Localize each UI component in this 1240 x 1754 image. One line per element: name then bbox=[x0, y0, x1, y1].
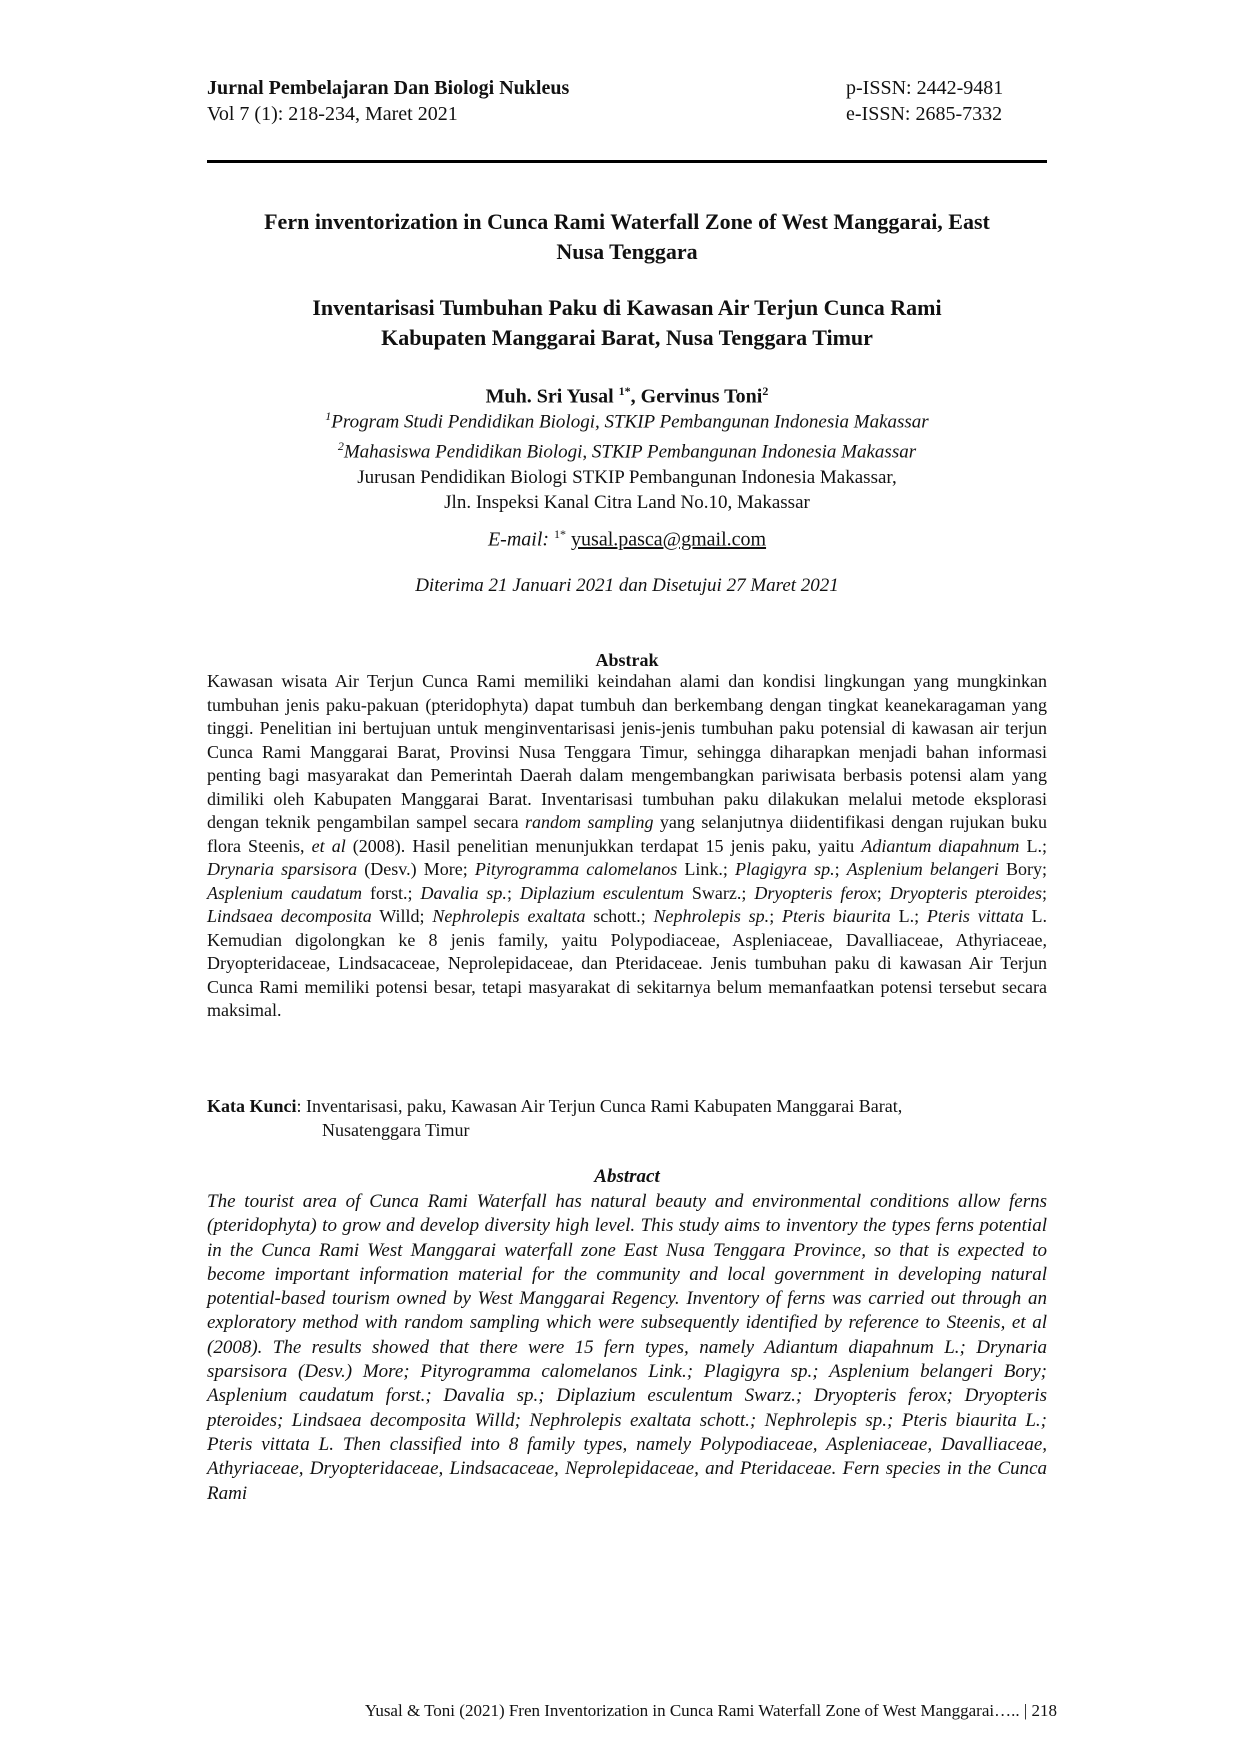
species-name: Asplenium belangeri bbox=[846, 859, 999, 879]
species-author: ; bbox=[769, 906, 782, 926]
species-author: forst.; bbox=[361, 882, 421, 903]
species-name: Pteris biaurita bbox=[782, 906, 891, 926]
keywords-label: Kata Kunci bbox=[207, 1096, 297, 1116]
title-indonesian-line2: Kabupaten Manggarai Barat, Nusa Tenggara Timur bbox=[381, 325, 873, 350]
abstract-body: The tourist area of Cunca Rami Waterfall has natural beauty and environmental conditions allow ferns (pteridophyta) to grow and develop diversity high level. This study aims to inventory the types ferns potential in the Cunca Rami West Manggarai waterfall zone East Nusa Tenggara Province, so that is expected to become important information material for the community and local government in developing natural potential-based tourism owned by West Manggarai Regency. Inventory of ferns was carried out through an exploratory method with random sampling which were subsequently identified by reference to Steenis, et al (2008). The results showed that there were 15 fern types, namely Adiantum diapahnum L.; Drynaria sparsisora (Desv.) More; Pityrogramma calomelanos Link.; Plagigyra sp.; Asplenium belangeri Bory; Asplenium caudatum forst.; Davalia sp.; Diplazium esculentum Swarz.; Dryopteris ferox; Dryopteris pteroides; Lindsaea decomposita Willd; Nephrolepis exaltata schott.; Nephrolepis sp.; Pteris biaurita L.; Pteris vittata L. Then classified into 8 family types, namely Polypodiaceae, Aspleniaceae, Davalliaceae, Athyriaceae, Dryopteridaceae, Lindsacaceae, Neprolepidaceae, and Pteridaceae. Fern species in the Cunca Rami bbox=[207, 1191, 1047, 1504]
affiliation-2-text: Mahasiswa Pendidikan Biologi, STKIP Pembangunan Indonesia Makassar bbox=[343, 441, 917, 463]
author-2: Gervinus Toni bbox=[640, 385, 763, 408]
page-footer: Yusal & Toni (2021) Fren Inventorization in Cunca Rami Waterfall Zone of West Manggarai….. | 218 bbox=[364, 1701, 1057, 1720]
running-header-left bbox=[207, 75, 569, 127]
abstract-heading: Abstract bbox=[594, 1166, 660, 1187]
title-english-line1: Fern inventorization in Cunca Rami Waterfall Zone of West Manggarai, East bbox=[264, 209, 990, 234]
species-name: Lindsaea decomposita bbox=[207, 906, 372, 926]
species-name: Dryopteris ferox bbox=[754, 882, 877, 903]
species-author: (Desv.) More; bbox=[357, 859, 475, 879]
species-author: Willd; bbox=[371, 906, 433, 926]
affiliation-2-marker: 2 bbox=[337, 439, 344, 454]
affiliation-1-text: Program Studi Pendidikan Biologi, STKIP Pembangunan Indonesia Makassar bbox=[331, 411, 929, 433]
species-author: L.; bbox=[890, 906, 927, 926]
volume-info: Vol 7 (1): 218-234, Maret 2021 bbox=[207, 103, 458, 125]
species-name: Plagigyra sp. bbox=[735, 859, 835, 879]
species-author: schott.; bbox=[585, 906, 654, 926]
affiliation-1 bbox=[207, 404, 1047, 434]
title-english bbox=[207, 207, 1047, 267]
abstrak-text-end: L. Kemudian digolongkan ke 8 jenis family, yaitu Polypodiaceae, Aspleniaceae, Davalliaceae, Athyriaceae, Dryopteridaceae, Lindsacaceae, Neprolepidaceae, dan Pteridaceae. Jenis tumbuhan paku di kawasan Air Terjun Cunca Rami memiliki potensi besar, tetapi masyarakat di sekitarnya belum memanfaatkan potensi tersebut secara maksimal. bbox=[207, 906, 1047, 1020]
abstrak-heading: Abstrak bbox=[595, 650, 659, 670]
email-marker: 1* bbox=[554, 527, 567, 541]
species-author: ; bbox=[876, 882, 890, 903]
species-name: Drynaria sparsisora bbox=[207, 859, 358, 879]
title-english-line2: Nusa Tenggara bbox=[556, 239, 698, 264]
keywords bbox=[207, 1094, 1047, 1142]
species-name: Pteris vittata bbox=[926, 906, 1024, 926]
affiliation-1-marker: 1 bbox=[325, 409, 332, 423]
author-2-marker: 2 bbox=[762, 384, 769, 398]
title-indonesian-line1: Inventarisasi Tumbuhan Paku di Kawasan Air Terjun Cunca Rami bbox=[312, 295, 942, 320]
running-header-right bbox=[846, 75, 1003, 127]
email-line bbox=[207, 521, 1047, 553]
p-issn: p-ISSN: 2442-9481 bbox=[846, 77, 1004, 99]
email-label: E-mail: bbox=[487, 528, 550, 551]
species-author: ; bbox=[834, 859, 847, 879]
species-name: Davalia sp. bbox=[420, 882, 507, 903]
species-author: L.; bbox=[1019, 835, 1047, 856]
species-author: Link.; bbox=[677, 859, 736, 879]
abstrak-body bbox=[207, 670, 1047, 1023]
species-name: Dryopteris pteroides bbox=[889, 882, 1042, 903]
species-author: ; bbox=[1042, 882, 1048, 903]
header-rule bbox=[207, 160, 1047, 163]
abstrak-term-et-al: et al bbox=[311, 835, 346, 856]
keywords-value-2: Nusatenggara Timur bbox=[322, 1120, 470, 1140]
journal-name: Jurnal Pembelajaran Dan Biologi Nukleus bbox=[207, 77, 570, 99]
species-author: Bory; bbox=[998, 859, 1047, 879]
species-author: ; bbox=[506, 882, 520, 903]
abstrak-text-1: Kawasan wisata Air Terjun Cunca Rami memiliki keindahan alami dan kondisi lingkungan yang mungkinkan tumbuhan jenis paku-pakuan (pteridophyta) dapat tumbuh dan berkembang dengan tingkat keanekaragaman yang tinggi. Penelitian ini bertujuan untuk menginventarisasi jenis-jenis tumbuhan paku potensial di kawasan air terjun Cunca Rami Manggarai Barat, Provinsi Nusa Tenggara Timur, sehingga diharapkan menjadi bahan informasi penting bagi masyarakat dan Pemerintah Daerah dalam mengembangkan pariwisata berbasis potensi alam yang dimiliki oleh Kabupaten Manggarai Barat. Inventarisasi tumbuhan paku dilakukan melalui metode eksplorasi dengan teknik pengambilan sampel secara bbox=[207, 671, 1047, 832]
abstrak-term-random-sampling: random sampling bbox=[525, 812, 654, 832]
abstrak-text-3: (2008). Hasil penelitian menunjukkan terdapat 15 jenis paku, yaitu bbox=[345, 835, 862, 856]
species-name: Diplazium esculentum bbox=[519, 882, 684, 903]
e-issn: e-ISSN: 2685-7332 bbox=[846, 103, 1003, 125]
species-name: Nephrolepis exaltata bbox=[432, 906, 586, 926]
title-indonesian bbox=[207, 293, 1047, 353]
keywords-line1 bbox=[207, 1094, 1047, 1118]
department: Jurusan Pendidikan Biologi STKIP Pembangunan Indonesia Makassar, bbox=[357, 466, 897, 488]
species-author: Swarz.; bbox=[683, 882, 755, 903]
address: Jln. Inspeksi Kanal Citra Land No.10, Makassar bbox=[444, 491, 810, 513]
species-name: Adiantum diapahnum bbox=[861, 835, 1020, 856]
author-1-marker: 1* bbox=[618, 384, 631, 398]
species-name: Pityrogramma calomelanos bbox=[474, 859, 678, 879]
affiliation-2 bbox=[207, 434, 1047, 464]
species-name: Nephrolepis sp. bbox=[653, 906, 770, 926]
species-name: Asplenium caudatum bbox=[207, 882, 362, 903]
received-date: Diterima 21 Januari 2021 dan Disetujui 27 Maret 2021 bbox=[415, 575, 839, 596]
author-separator: , bbox=[630, 385, 641, 408]
affiliations bbox=[207, 404, 1047, 515]
abstrak-text-2: yang selanjutnya diidentifikasi dengan rujukan buku flora Steenis, bbox=[207, 812, 1047, 856]
author-1: Muh. Sri Yusal bbox=[485, 385, 614, 408]
email-link[interactable]: yusal.pasca@gmail.com bbox=[571, 528, 767, 551]
keywords-value-1: : Inventarisasi, paku, Kawasan Air Terjun Cunca Rami Kabupaten Manggarai Barat, bbox=[296, 1096, 903, 1116]
